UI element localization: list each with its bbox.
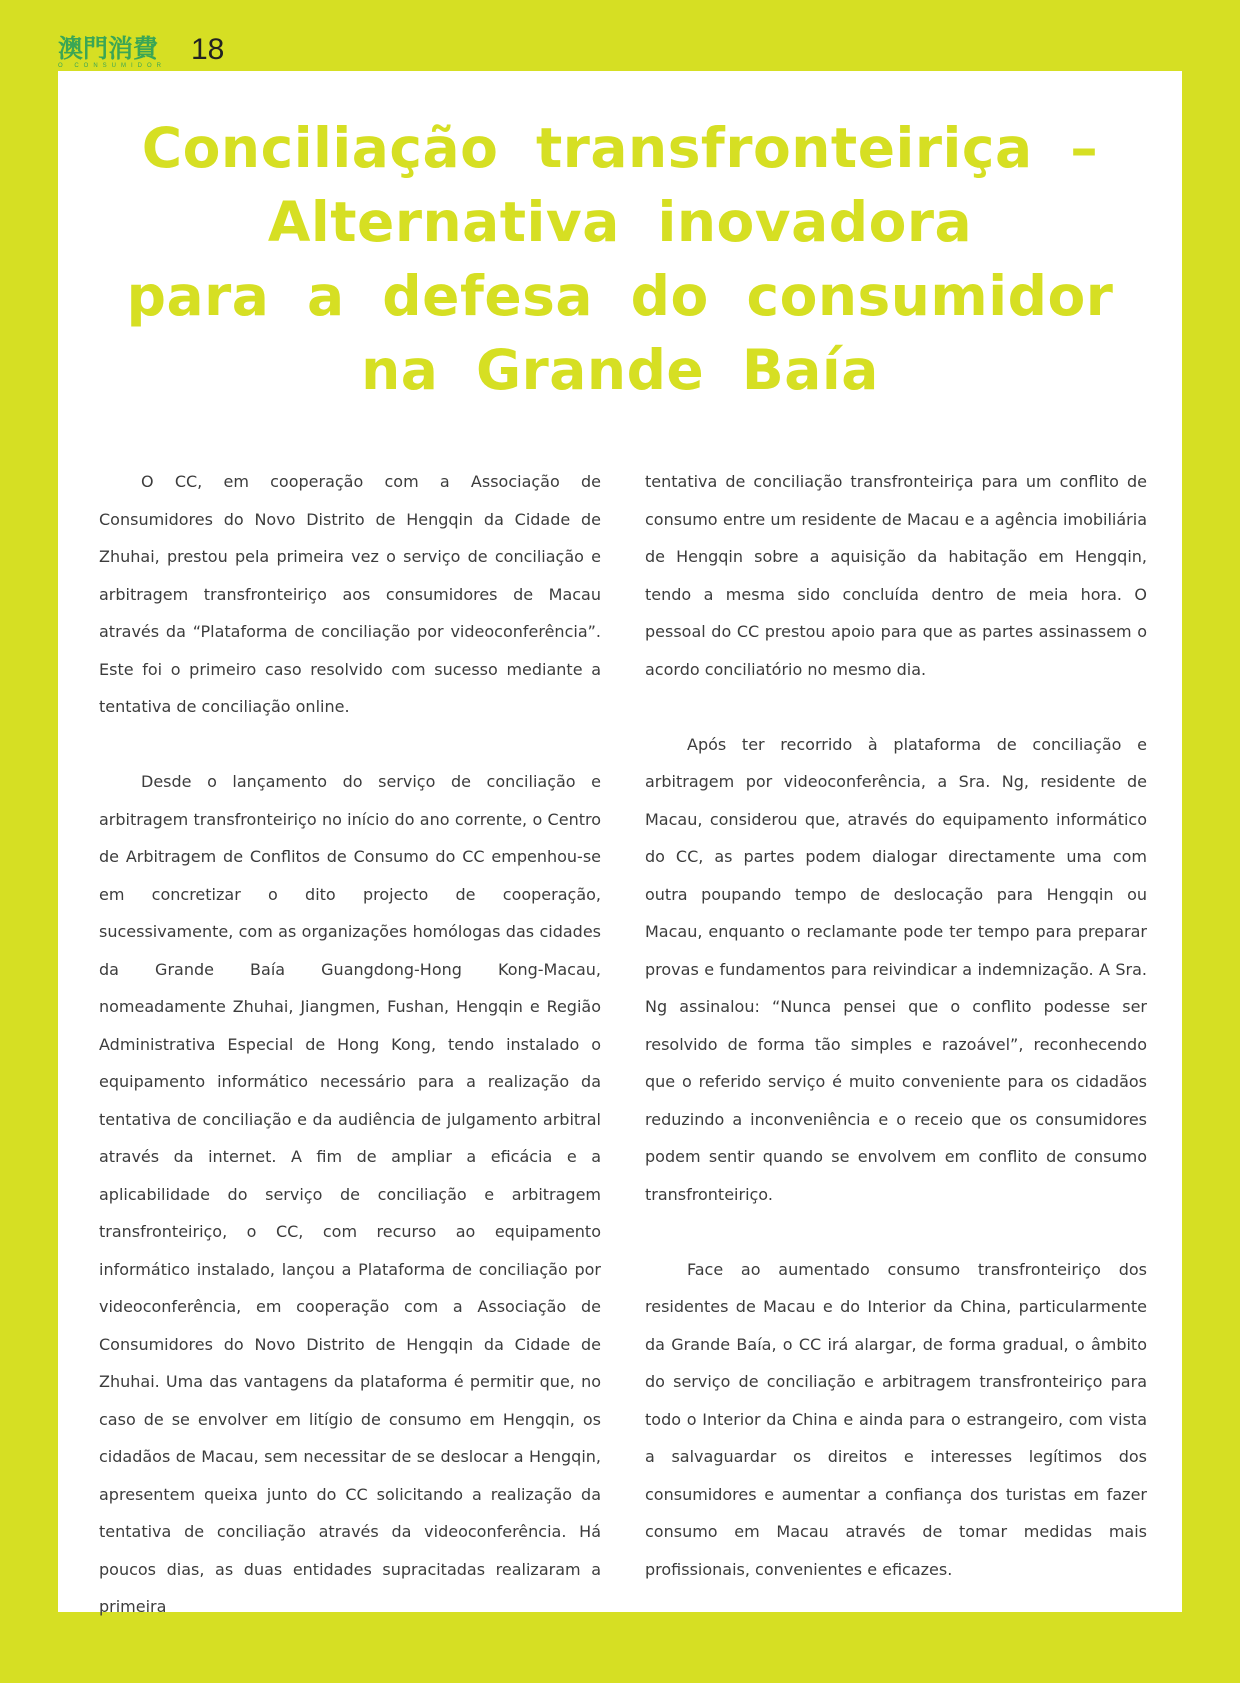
body-paragraph: Após ter recorrido à plataforma de conciliação e arbitragem por videoconferência, a Sra. Ng, residente de Macau, considerou que, através do equipamento informático do CC, as partes podem dialogar directamente uma com outra poupando tempo de deslocação para Hengqin ou Macau, enquanto o reclamante pode ter tempo para preparar provas e fundamentos para reivindicar a indemnização. A Sra. Ng assinalou: “Nunca pensei que o conflito podesse ser resolvido de forma tão simples e razoável”, reconhecendo que o referido serviço é muito conveniente para os cidadãos reduzindo a inconveniência e o receio que os consumidores podem sentir quando se envolvem em conflito de consumo transfronteiriço. — [645, 734, 1147, 1204]
body-paragraph-continued: tentativa de conciliação transfronteiriça para um conflito de consumo entre um residente de Macau e a agência imobiliária de Hengqin sobre a aquisição da habitação em Hengqin, tendo a mesma sido concluída dentro de meia hora. O pessoal do CC prestou apoio para que as partes assinassem o acordo conciliatório no mesmo dia. — [645, 472, 1147, 679]
page-number: 18 — [191, 33, 225, 66]
logo-english-text: O CONSUMIDOR — [58, 63, 166, 69]
body-paragraph: Desde o lançamento do serviço de conciliação e arbitragem transfronteiriço no início do ano corrente, o Centro de Arbitragem de Conflitos de Consumo do CC empenhou-se em concretizar o dito projecto de cooperação, sucessivamente, com as organizações homólogas das cidades da Grande Baía Guangdong-Hong Kong-Macau, nomeadamente Zhuhai, Jiangmen, Fushan, Hengqin e Região Administrativa Especial de Hong Kong, tendo instalado o equipamento informático necessário para a realização da tentativa de conciliação e da audiência de julgamento arbitral através da internet. A fim de ampliar a eficácia e a aplicabilidade do serviço de conciliação e arbitragem transfronteiriço, o CC, com recurso ao equipamento informático instalado, lançou a Plataforma de conciliação por videoconferência, em cooperação com a Associação de Consumidores do Novo Distrito de Hengqin da Cidade de Zhuhai. Uma das vantagens da plataforma é permitir que, no caso de se envolver em litígio de consumo em Hengqin, os cidadãos de Macau, sem necessitar de se deslocar a Hengqin, apresentem queixa junto do CC solicitando a realização da tentativa de conciliação através da videoconferência. Há poucos dias, as duas entidades supracitadas realizaram a primeira — [99, 772, 601, 1616]
body-paragraph: O CC, em cooperação com a Associação de Consumidores do Novo Distrito de Hengqin da Cidade de Zhuhai, prestou pela primeira vez o serviço de conciliação e arbitragem transfronteiriço aos consumidores de Macau através da “Plataforma de conciliação por videoconferência”. Este foi o primeiro caso resolvido com sucesso mediante a tentativa de conciliação online. — [99, 472, 601, 716]
logo-chinese-text: 澳門消費 — [58, 34, 159, 63]
title-line: Conciliação transfronteiriça – — [141, 116, 1099, 180]
article-title — [58, 111, 1182, 407]
title-line: na Grande Baía — [361, 338, 879, 402]
title-line: Alternativa inovadora — [267, 190, 973, 254]
title-line: para a defesa do consumidor — [126, 264, 1114, 328]
article-sheet — [58, 71, 1182, 1616]
left-column — [99, 463, 601, 1663]
right-column — [645, 463, 1147, 1626]
magazine-logo — [58, 34, 173, 69]
body-paragraph: Face ao aumentado consumo transfronteiriço dos residentes de Macau e do Interior da China, particularmente da Grande Baía, o CC irá alargar, de forma gradual, o âmbito do serviço de conciliação e arbitragem transfronteiriço para todo o Interior da China e ainda para o estrangeiro, com vista a salvaguardar os direitos e interesses legítimos dos consumidores e aumentar a confiança dos turistas em fazer consumo em Macau através de tomar medidas mais profissionais, convenientes e eficazes. — [645, 1259, 1147, 1579]
